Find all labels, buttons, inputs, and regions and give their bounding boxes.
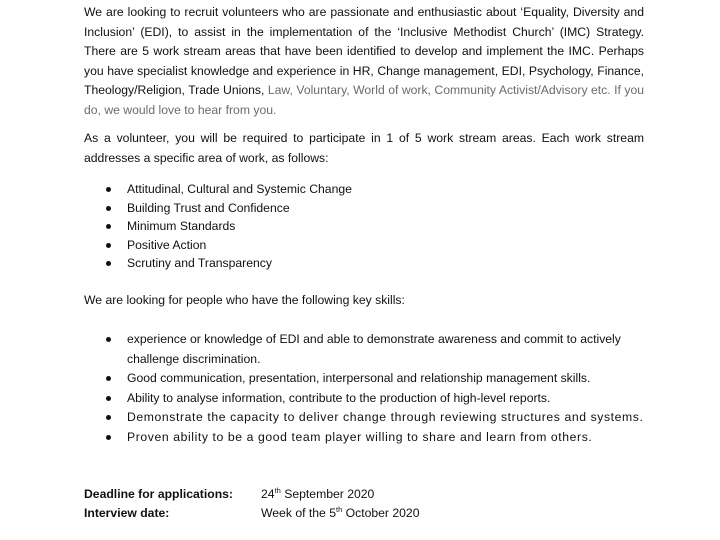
list-item: Ability to analyse information, contribute to the production of high-level reports. — [84, 389, 644, 409]
bullet-icon — [106, 376, 111, 381]
list-item: Proven ability to be a good team player willing to share and learn from others. — [84, 428, 644, 448]
list-item: Minimum Standards — [84, 217, 644, 236]
intro-paragraph — [84, 3, 644, 121]
bullet-icon — [106, 435, 111, 440]
bullet-icon — [106, 396, 111, 401]
bullet-icon — [106, 187, 111, 192]
interview-label: Interview date: — [84, 506, 170, 520]
deadline-label: Deadline for applications: — [84, 487, 233, 501]
bullet-icon — [106, 206, 111, 211]
interview-value: Week of the 5th October 2020 — [261, 504, 420, 520]
bullet-icon — [106, 261, 111, 266]
bullet-icon — [106, 415, 111, 420]
workstreams-list — [84, 180, 644, 273]
deadline-value: 24th September 2020 — [261, 485, 375, 501]
list-item: Good communication, presentation, interpersonal and relationship management skills. — [84, 369, 644, 389]
intro-text-grey: Law, Voluntary, World of work, Community Activist/Advisory etc. If you do, we would love to hear from you. — [84, 83, 644, 117]
list-item: experience or knowledge of EDI and able to demonstrate awareness and commit to actively challenge discrimination. — [84, 330, 644, 369]
workstreams-intro: As a volunteer, you will be required to participate in 1 of 5 work stream areas. Each work stream addresses a specific area of work, as follows: — [84, 131, 644, 165]
intro-text: We are looking to recruit volunteers who are passionate and enthusiastic about ‘Equality, Diversity and Inclusion’ (EDI), to assist in the implementation of the ‘Inclusive Methodist Church’ (IMC) Strategy. There are 5 work stream areas that have been identified to develop and implement the IMC. Perhaps you have specialist knowledge and experience in HR, Change management, EDI, Psychology, Finance, Theology/Religion, Trade Unions, — [84, 5, 644, 98]
list-item: Attitudinal, Cultural and Systemic Change — [84, 180, 644, 199]
list-item: Demonstrate the capacity to deliver change through reviewing structures and systems. — [84, 408, 644, 428]
skills-list — [84, 330, 644, 448]
skills-intro: We are looking for people who have the following key skills: — [84, 293, 405, 307]
list-item: Scrutiny and Transparency — [84, 254, 644, 273]
bullet-icon — [106, 337, 111, 342]
list-item: Positive Action — [84, 236, 644, 255]
bullet-icon — [106, 243, 111, 248]
bullet-icon — [106, 224, 111, 229]
list-item: Building Trust and Confidence — [84, 199, 644, 218]
